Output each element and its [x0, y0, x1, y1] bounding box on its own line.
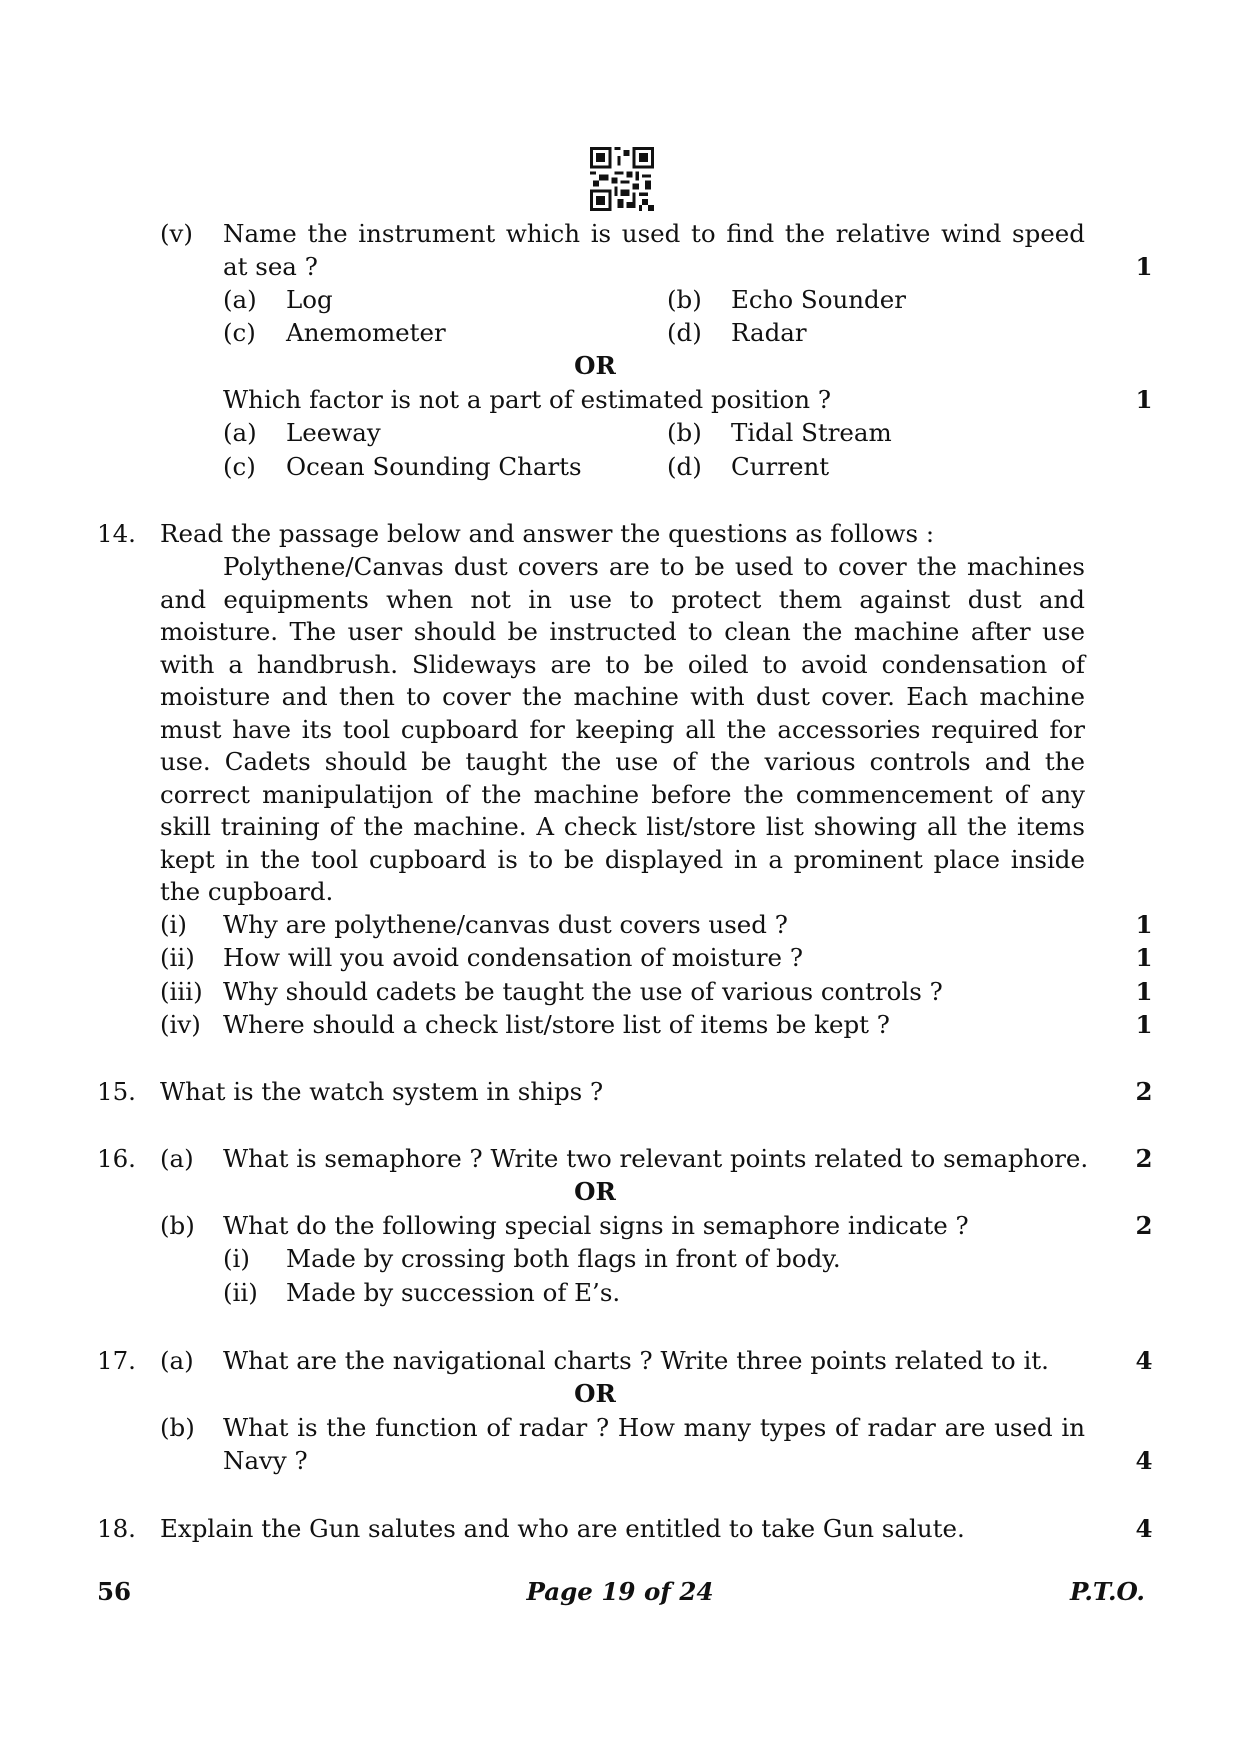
- q13v-alt-option-c-label: (c): [223, 452, 256, 481]
- q13v-or: OR: [574, 351, 616, 380]
- q14-passage-line: Polythene/Canvas dust covers are to be used to cover the machines: [223, 552, 1085, 581]
- q17-a-label: (a): [160, 1346, 194, 1375]
- q13v-alt-option-d-text: Current: [731, 452, 830, 481]
- q14-number: 14.: [97, 519, 136, 548]
- qr-code-icon: [590, 147, 654, 211]
- q13v-alt-option-c-text: Ocean Sounding Charts: [286, 452, 582, 481]
- q13v-alt-question: Which factor is not a part of estimated position ?: [223, 385, 831, 414]
- q16-b-item-i-text: Made by crossing both flags in front of body.: [286, 1244, 841, 1273]
- q14-passage-line: kept in the tool cupboard is to be displayed in a prominent place inside: [160, 845, 1085, 874]
- q13v-option-b-label: (b): [667, 285, 702, 314]
- q17-or: OR: [574, 1379, 616, 1408]
- q15-number: 15.: [97, 1077, 136, 1106]
- q14-passage-line: with a handbrush. Slideways are to be oiled to avoid condensation of: [160, 650, 1085, 679]
- q17-a-marks: 4: [1135, 1346, 1153, 1375]
- q13v-marks: 1: [1135, 252, 1153, 281]
- q15-marks: 2: [1135, 1077, 1153, 1106]
- q14-sub-iv-marks: 1: [1135, 1010, 1153, 1039]
- q14-sub-ii-label: (ii): [160, 943, 195, 972]
- footer-pto: P.T.O.: [1070, 1577, 1145, 1606]
- q13v-alt-option-a-label: (a): [223, 418, 257, 447]
- q14-passage-line: use. Cadets should be taught the use of the various controls and the: [160, 747, 1085, 776]
- q13v-option-a-label: (a): [223, 285, 257, 314]
- q14-sub-iv-label: (iv): [160, 1010, 201, 1039]
- q14-sub-i-marks: 1: [1135, 910, 1153, 939]
- q17-b-text-line1: What is the function of radar ? How many types of radar are used in: [223, 1413, 1085, 1442]
- q13v-alt-option-d-label: (d): [667, 452, 702, 481]
- q16-b-label: (b): [160, 1211, 195, 1240]
- q13v-question-line1: Name the instrument which is used to find the relative wind speed: [223, 219, 1085, 248]
- q18-marks: 4: [1135, 1514, 1153, 1543]
- q13v-option-c-text: Anemometer: [286, 318, 446, 347]
- q17-a-text: What are the navigational charts ? Write three points related to it.: [223, 1346, 1049, 1375]
- footer-paper-code: 56: [97, 1577, 132, 1606]
- q13v-option-b-text: Echo Sounder: [731, 285, 906, 314]
- q16-or: OR: [574, 1177, 616, 1206]
- q13v-option-a-text: Log: [286, 285, 333, 314]
- q14-sub-ii-text: How will you avoid condensation of moisture ?: [223, 943, 803, 972]
- q14-passage-line: and equipments when not in use to protect them against dust and: [160, 585, 1085, 614]
- q16-a-label: (a): [160, 1144, 194, 1173]
- q14-sub-iv-text: Where should a check list/store list of items be kept ?: [223, 1010, 890, 1039]
- q16-number: 16.: [97, 1144, 136, 1173]
- q16-b-marks: 2: [1135, 1211, 1153, 1240]
- q17-number: 17.: [97, 1346, 136, 1375]
- q14-passage-line: the cupboard.: [160, 877, 334, 906]
- q18-number: 18.: [97, 1514, 136, 1543]
- q15-text: What is the watch system in ships ?: [160, 1077, 604, 1106]
- q16-a-marks: 2: [1135, 1144, 1153, 1173]
- q13v-alt-option-a-text: Leeway: [286, 418, 381, 447]
- q14-sub-iii-text: Why should cadets be taught the use of various controls ?: [223, 977, 943, 1006]
- q13v-option-d-label: (d): [667, 318, 702, 347]
- q14-passage-line: must have its tool cupboard for keeping all the accessories required for: [160, 715, 1085, 744]
- q16-a-text: What is semaphore ? Write two relevant points related to semaphore.: [223, 1144, 1089, 1173]
- q14-passage-line: moisture and then to cover the machine with dust cover. Each machine: [160, 682, 1085, 711]
- q14-passage-line: skill training of the machine. A check list/store list showing all the items: [160, 812, 1085, 841]
- q16-b-text: What do the following special signs in semaphore indicate ?: [223, 1211, 969, 1240]
- q18-text: Explain the Gun salutes and who are entitled to take Gun salute.: [160, 1514, 965, 1543]
- q14-intro: Read the passage below and answer the questions as follows :: [160, 519, 935, 548]
- q14-passage-line: correct manipulatijon of the machine before the commencement of any: [160, 780, 1085, 809]
- q14-sub-i-text: Why are polythene/canvas dust covers used ?: [223, 910, 788, 939]
- q13v-alt-option-b-label: (b): [667, 418, 702, 447]
- q14-sub-i-label: (i): [160, 910, 187, 939]
- q16-b-item-ii-label: (ii): [223, 1278, 258, 1307]
- q13v-option-d-text: Radar: [731, 318, 807, 347]
- q14-sub-iii-marks: 1: [1135, 977, 1153, 1006]
- q17-b-label: (b): [160, 1413, 195, 1442]
- q13v-question-line2: at sea ?: [223, 252, 318, 281]
- q17-b-marks: 4: [1135, 1446, 1153, 1475]
- q16-b-item-ii-text: Made by succession of E’s.: [286, 1278, 621, 1307]
- q13v-label: (v): [160, 219, 193, 248]
- footer-page-number: Page 19 of 24: [526, 1577, 714, 1606]
- q14-passage-line: moisture. The user should be instructed to clean the machine after use: [160, 617, 1085, 646]
- q13v-alt-marks: 1: [1135, 385, 1153, 414]
- q14-sub-ii-marks: 1: [1135, 943, 1153, 972]
- q13v-option-c-label: (c): [223, 318, 256, 347]
- q14-sub-iii-label: (iii): [160, 977, 203, 1006]
- q17-b-text-line2: Navy ?: [223, 1446, 308, 1475]
- q13v-alt-option-b-text: Tidal Stream: [731, 418, 892, 447]
- q16-b-item-i-label: (i): [223, 1244, 250, 1273]
